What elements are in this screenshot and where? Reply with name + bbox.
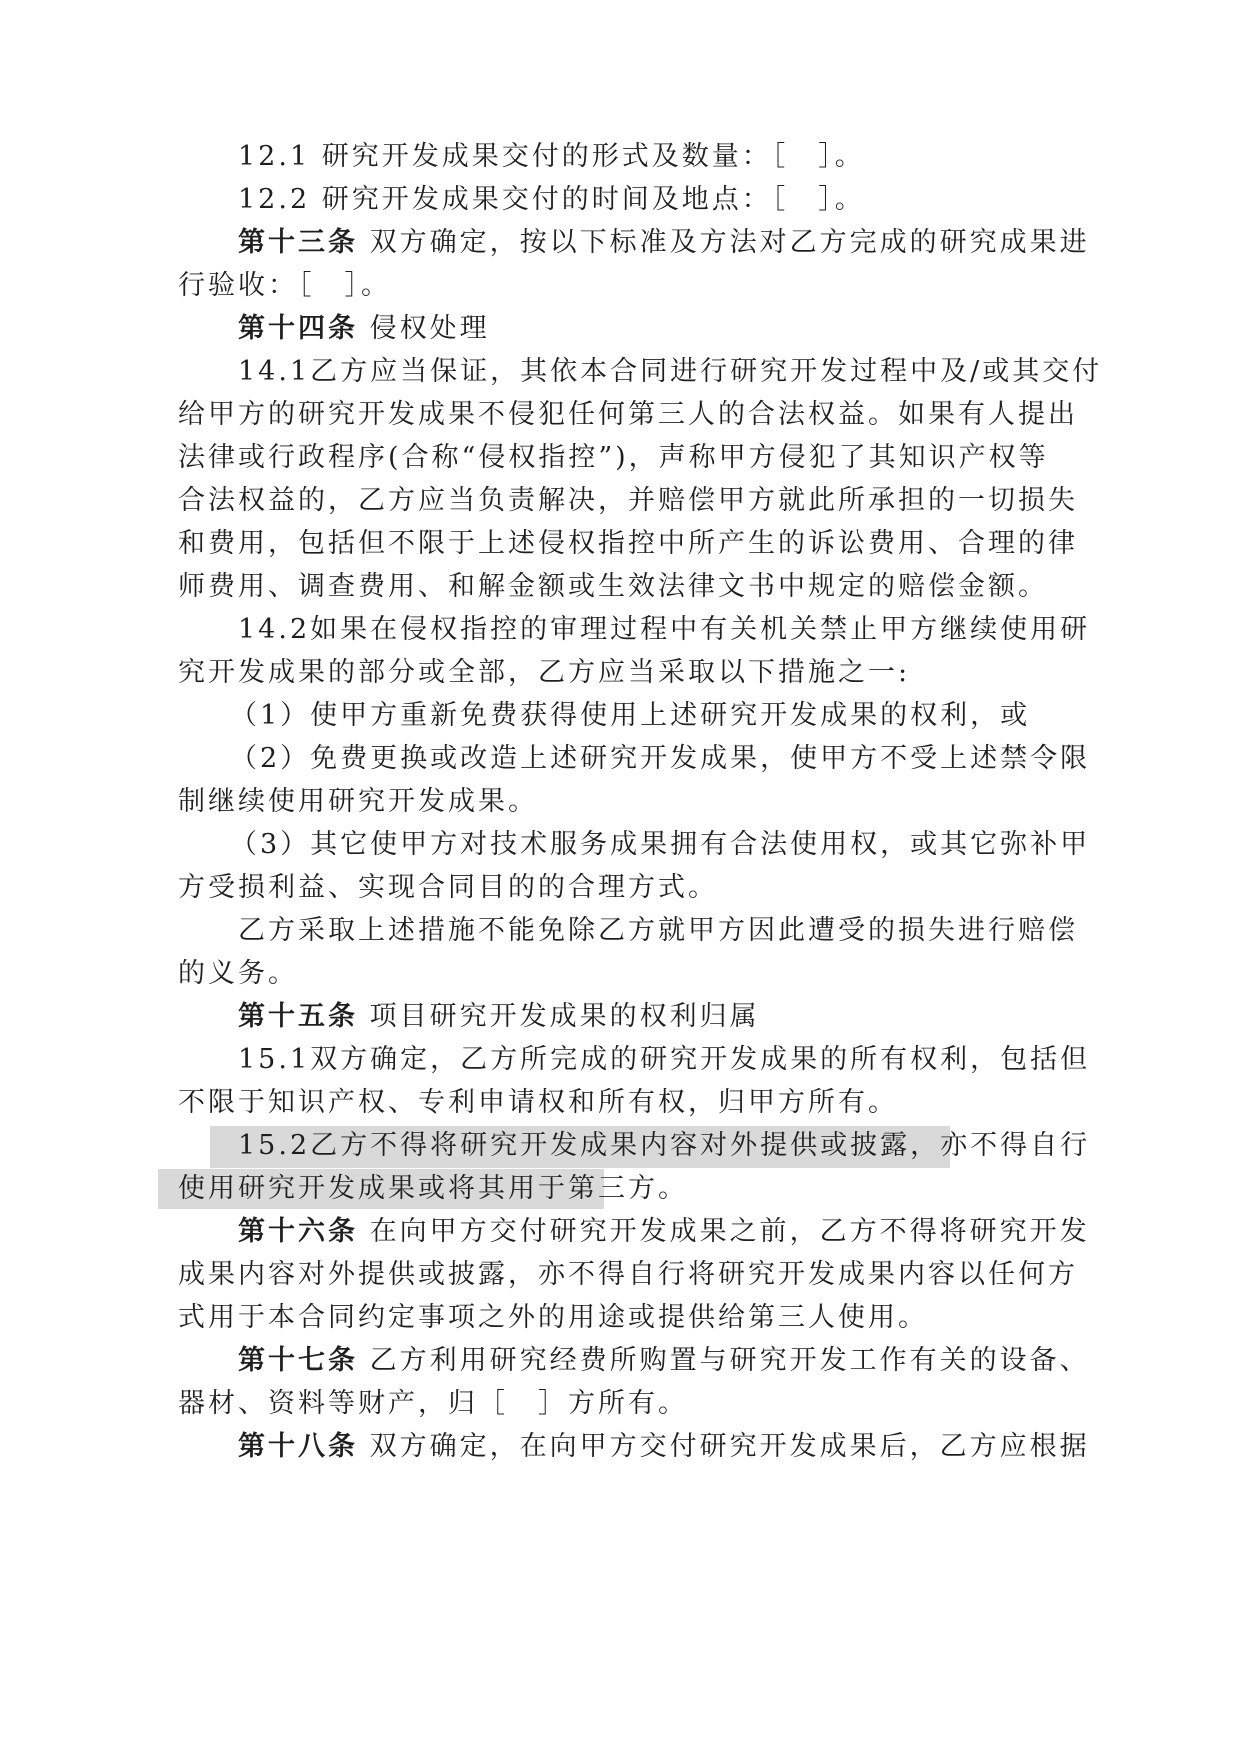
clause-14-note: 乙方采取上述措施不能免除乙方就甲方因此遭受的损失进行赔偿 (238, 915, 1078, 946)
measure-3-line: 方受损利益、实现合同目的的合理方式。 (178, 872, 718, 903)
article-14-text: 侵权处理 (358, 313, 490, 344)
article-16-line: 式用于本合同约定事项之外的用途或提供给第三人使用。 (178, 1302, 928, 1333)
article-16-text: 在向甲方交付研究开发成果之前，乙方不得将研究开发 (358, 1216, 1090, 1247)
clause-14-1-line: 给甲方的研究开发成果不侵犯任何第三人的合法权益。如果有人提出 (178, 399, 1078, 430)
clause-15-1: 15.1双方确定，乙方所完成的研究开发成果的所有权利，包括但 (238, 1044, 1091, 1075)
clause-14-note-line: 的义务。 (178, 958, 298, 989)
article-17 (238, 1339, 1090, 1383)
clause-12-1: 12.1 研究开发成果交付的形式及数量：［ ］。 (238, 141, 865, 172)
measure-2-line: 制继续使用研究开发成果。 (178, 786, 538, 817)
measure-1: （1）使甲方重新免费获得使用上述研究开发成果的权利，或 (230, 700, 1031, 731)
article-16-line: 成果内容对外提供或披露，亦不得自行将研究开发成果内容以任何方 (178, 1259, 1078, 1290)
article-18 (238, 1425, 1090, 1469)
article-17-heading: 第十七条 (238, 1345, 358, 1376)
article-16 (238, 1210, 1090, 1254)
article-15 (238, 995, 760, 1039)
article-15-text: 项目研究开发成果的权利归属 (358, 1001, 760, 1032)
article-13-cont: 行验收：［ ］。 (178, 270, 391, 301)
clause-14-2-line: 究开发成果的部分或全部，乙方应当采取以下措施之一: (178, 657, 911, 688)
article-13 (238, 221, 1090, 265)
clause-14-1-line: 合法权益的，乙方应当负责解决，并赔偿甲方就此所承担的一切损失 (178, 485, 1078, 516)
clause-15-2: 15.2乙方不得将研究开发成果内容对外提供或披露，亦不得自行 (238, 1130, 1091, 1161)
measure-3: （3）其它使甲方对技术服务成果拥有合法使用权，或其它弥补甲 (230, 829, 1091, 860)
clause-14-2: 14.2如果在侵权指控的审理过程中有关机关禁止甲方继续使用研 (238, 614, 1091, 645)
clause-14-1-line: 师费用、调查费用、和解金额或生效法律文书中规定的赔偿金额。 (178, 571, 1048, 602)
clause-14-1: 14.1乙方应当保证，其依本合同进行研究开发过程中及/或其交付 (238, 356, 1103, 387)
article-18-heading: 第十八条 (238, 1431, 358, 1462)
clause-14-1-line: 法律或行政程序(合称“侵权指控”)，声称甲方侵犯了其知识产权等 (178, 442, 1049, 473)
article-17-line: 器材、资料等财产，归［ ］方所有。 (178, 1388, 688, 1419)
article-16-heading: 第十六条 (238, 1216, 358, 1247)
article-13-text: 双方确定，按以下标准及方法对乙方完成的研究成果进 (358, 227, 1090, 258)
clause-12-2: 12.2 研究开发成果交付的时间及地点：［ ］。 (238, 184, 865, 215)
clause-15-2-line: 使用研究开发成果或将其用于第三方。 (178, 1173, 688, 1204)
article-14 (238, 307, 490, 351)
clause-15-1-line: 不限于知识产权、专利申请权和所有权，归甲方所有。 (178, 1087, 898, 1118)
clause-14-1-line: 和费用，包括但不限于上述侵权指控中所产生的诉讼费用、合理的律 (178, 528, 1078, 559)
article-18-text: 双方确定，在向甲方交付研究开发成果后，乙方应根据 (358, 1431, 1090, 1462)
article-14-heading: 第十四条 (238, 313, 358, 344)
article-13-heading: 第十三条 (238, 227, 358, 258)
article-15-heading: 第十五条 (238, 1001, 358, 1032)
measure-2: （2）免费更换或改造上述研究开发成果，使甲方不受上述禁令限 (230, 743, 1091, 774)
article-17-text: 乙方利用研究经费所购置与研究开发工作有关的设备、 (358, 1345, 1090, 1376)
